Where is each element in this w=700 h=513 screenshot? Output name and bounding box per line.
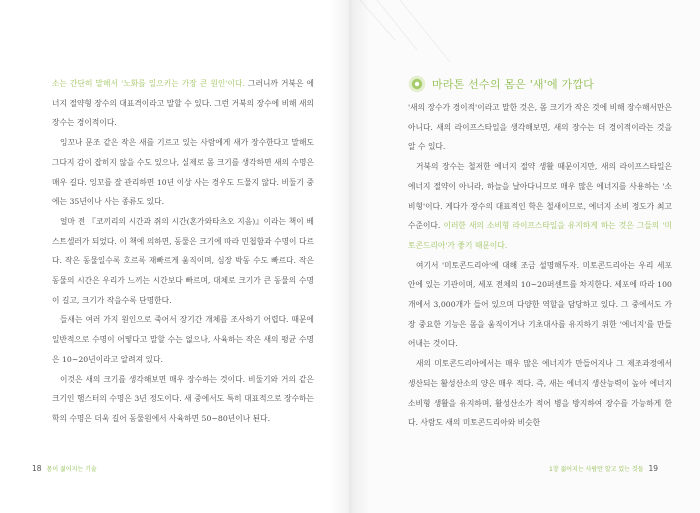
section-heading xyxy=(408,74,672,94)
right-text-column xyxy=(408,74,672,433)
page-number: 19 xyxy=(648,464,658,473)
right-paragraph-3: 여기서 '미토콘드리아'에 대해 조금 설명해두자. 미토콘드리아는 우리 세포 안에 있는 기관이며, 세포 전체의 10~20퍼센트를 차지한다. 세포에 따라 100개에서 3,000개가 들어 있으며 다양한 역할을 담당하고 있다. 그 중에서도 가장 중요한 기능은 몸을 움직이거나 기초대사를 유지하기 위한 '에너지'를 만들어내는 것이다. xyxy=(408,260,672,349)
running-title: 1장 젊어지는 사람만 알고 있는 것들 xyxy=(548,466,644,473)
highlighted-sentence: 소는 간단히 말해서 '노화를 일으키는 가장 큰 원인'이다. xyxy=(52,79,245,88)
left-paragraph-3: 얼마 전 『코끼리의 시간과 쥐의 시간(혼가와타츠오 지음)』이라는 책이 베스트셀러가 되었다. 이 책에 의하면, 동물은 크기에 따라 민첩함과 수명이 다르다. 작은 동물일수록 호르록 재빠르게 움직이며, 심장 박동 수도 빠르다. 작은 동물의 시간은 우리가 느끼는 시간보다 빠르며, 대체로 크기가 큰 동물의 수명이 길고, 크기가 작을수록 단명한다. xyxy=(52,216,314,305)
left-paragraph-4: 들새는 여러 가지 원인으로 죽어서 장기간 개체를 조사하기 어렵다. 때문에 일반적으로 수명이 어떻다고 말할 수는 없으나, 사육하는 작은 새의 평균 수명은 10~20년이라고 알려져 있다. xyxy=(52,315,314,364)
running-title: 몸이 젊어지는 기술 xyxy=(46,466,97,473)
right-paragraph-1: '새의 장수가 경이적'이라고 말한 것은, 몸 크기가 작은 것에 비해 장수해서만은 아니다. 새의 라이프스타일을 생각해보면, 새의 장수는 더 경이적이라는 것을 알 수 있다. xyxy=(408,103,672,152)
paragraph-text: 거북의 장수는 철저한 에너지 절약 생활 때문이지만, 새의 라이프스타일은 에너지 절약이 아니라, 하늘을 날아다니므로 매우 많은 에너지를 사용하는 '소비형'이다. 게다가 장수의 대표적인 학은 철새이므로, 에너지 소비 정도가 최고 수준이다. xyxy=(408,162,672,231)
left-footer xyxy=(32,464,97,473)
section-heading-text: 마라톤 선수의 몸은 '새'에 가깝다 xyxy=(432,78,594,91)
right-paragraph-2 xyxy=(408,157,672,256)
left-paragraph-2: 잉꼬나 문조 같은 작은 새를 기르고 있는 사람에게 새가 장수한다고 말해도 그다지 감이 잡히지 않을 수도 있으나, 실제로 몸 크기를 생각하면 새의 수명은 매우 길다. 잉꼬를 잘 관리하면 10년 이상 사는 경우도 드물지 않다. 비둘기 중에는 35년이나 사는 종류도 있다. xyxy=(52,138,314,207)
left-paragraph-5: 이것은 새의 크기를 생각해보면 매우 장수하는 것이다. 비둘기와 거의 같은 크기인 햄스터의 수명은 3년 정도이다. 새 중에서도 특히 대표적으로 장수하는 학의 수명은 더욱 길어 동물원에서 사육하면 50~80년이나 된다. xyxy=(52,374,314,423)
right-footer xyxy=(549,464,658,473)
page-number: 18 xyxy=(32,464,42,473)
green-circle-bullet-icon xyxy=(408,75,426,93)
highlighted-sentence: 이러한 새의 소비형 라이프스타일을 유지하게 하는 것은 그들의 '미토콘드리아'가 좋기 때문이다. xyxy=(408,221,672,250)
right-paragraph-4: 새의 미토콘드리아에서는 매우 많은 에너지가 만들어지나 그 제조과정에서 생산되는 활성산소의 양은 매우 적다. 즉, 새는 에너지 생산능력이 높아 에너지 소비형 생활을 유지하며, 활성산소가 적어 병을 방지하여 장수를 가능하게 한다. 사람도 새의 미토콘드리아와 비슷한 xyxy=(408,359,672,428)
left-text-column xyxy=(52,74,314,429)
left-paragraph-1 xyxy=(52,74,314,133)
paragraph-text: 그러니까 거북은 에너지 절약형 장수의 대표격이라고 말할 수 있다. 그런 거북의 장수에 비해 새의 장수는 경이적이다. xyxy=(52,79,314,128)
